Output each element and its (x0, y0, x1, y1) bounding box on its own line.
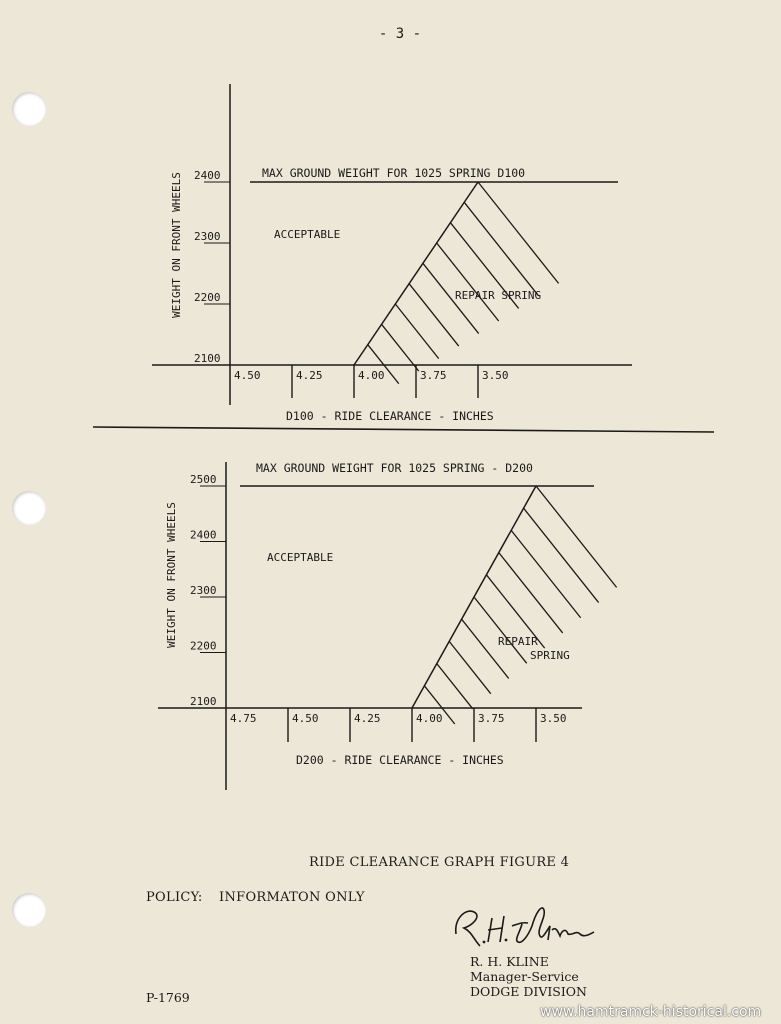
signer-name: R. H. KLINE (470, 954, 549, 969)
signature-image (448, 896, 608, 956)
annotation-acceptable: ACCEPTABLE (274, 228, 341, 241)
x-tick-label: 3.50 (482, 369, 509, 382)
watermark: www.hamtramck-historical.com (540, 1004, 762, 1020)
policy-label: POLICY: (146, 890, 203, 905)
x-axis-title: D200 - RIDE CLEARANCE - INCHES (296, 753, 504, 767)
x-axis-title: D100 - RIDE CLEARANCE - INCHES (286, 409, 494, 423)
repair-boundary-line (354, 182, 478, 365)
y-axis-title: WEIGHT ON FRONT WHEELS (170, 172, 183, 318)
repair-hatch (462, 619, 509, 678)
repair-hatch (524, 508, 599, 602)
y-tick-label: 2200 (194, 291, 221, 304)
figure-caption: RIDE CLEARANCE GRAPH FIGURE 4 (309, 855, 570, 870)
repair-hatch (478, 182, 559, 283)
annotation-acceptable: ACCEPTABLE (267, 551, 334, 564)
x-tick-label: 4.00 (416, 712, 443, 725)
x-tick-label: 4.25 (354, 712, 381, 725)
y-tick-label: 2400 (194, 169, 221, 182)
page-number: - 3 - (378, 26, 422, 42)
policy-value: INFORMATON ONLY (219, 890, 365, 905)
signer-title: Manager-Service (470, 969, 579, 984)
document-number: P-1769 (146, 990, 190, 1005)
y-tick-label: 2300 (190, 584, 217, 597)
y-tick-label: 2100 (190, 695, 217, 708)
repair-hatch (437, 243, 499, 321)
repair-hatch (449, 641, 491, 693)
policy-line (146, 890, 365, 905)
chart-divider (93, 427, 714, 432)
repair-hatch (499, 553, 563, 633)
max-weight-label: MAX GROUND WEIGHT FOR 1025 SPRING - D200 (256, 461, 533, 475)
max-weight-label: MAX GROUND WEIGHT FOR 1025 SPRING D100 (262, 166, 526, 180)
repair-hatch (437, 664, 473, 709)
signature-block (470, 954, 587, 999)
x-tick-label: 4.25 (296, 369, 323, 382)
repair-hatch (536, 486, 617, 587)
x-tick-label: 3.75 (420, 369, 447, 382)
x-tick-label: 4.50 (292, 712, 319, 725)
y-tick-label: 2500 (190, 473, 217, 486)
y-tick-label: 2400 (190, 528, 217, 542)
repair-hatch (409, 284, 459, 346)
repair-hatch (382, 324, 419, 371)
x-tick-label: 3.75 (478, 712, 505, 725)
x-tick-label: 4.50 (234, 369, 261, 382)
x-tick-label: 4.75 (230, 712, 257, 725)
x-tick-label: 4.00 (358, 369, 385, 382)
annotation-repair: SPRING (530, 649, 570, 662)
y-axis-title: WEIGHT ON FRONT WHEELS (165, 502, 178, 648)
y-tick-label: 2200 (190, 639, 217, 653)
repair-hatch (511, 530, 580, 617)
y-tick-label: 2300 (194, 230, 221, 243)
annotation-repair: REPAIR SPRING (455, 289, 542, 302)
repair-hatch (474, 597, 527, 663)
repair-hatch (464, 202, 538, 296)
signer-division: DODGE DIVISION (470, 984, 587, 999)
annotation-repair: REPAIR (498, 635, 538, 648)
y-tick-label: 2100 (194, 352, 221, 365)
x-tick-label: 3.50 (540, 712, 567, 725)
